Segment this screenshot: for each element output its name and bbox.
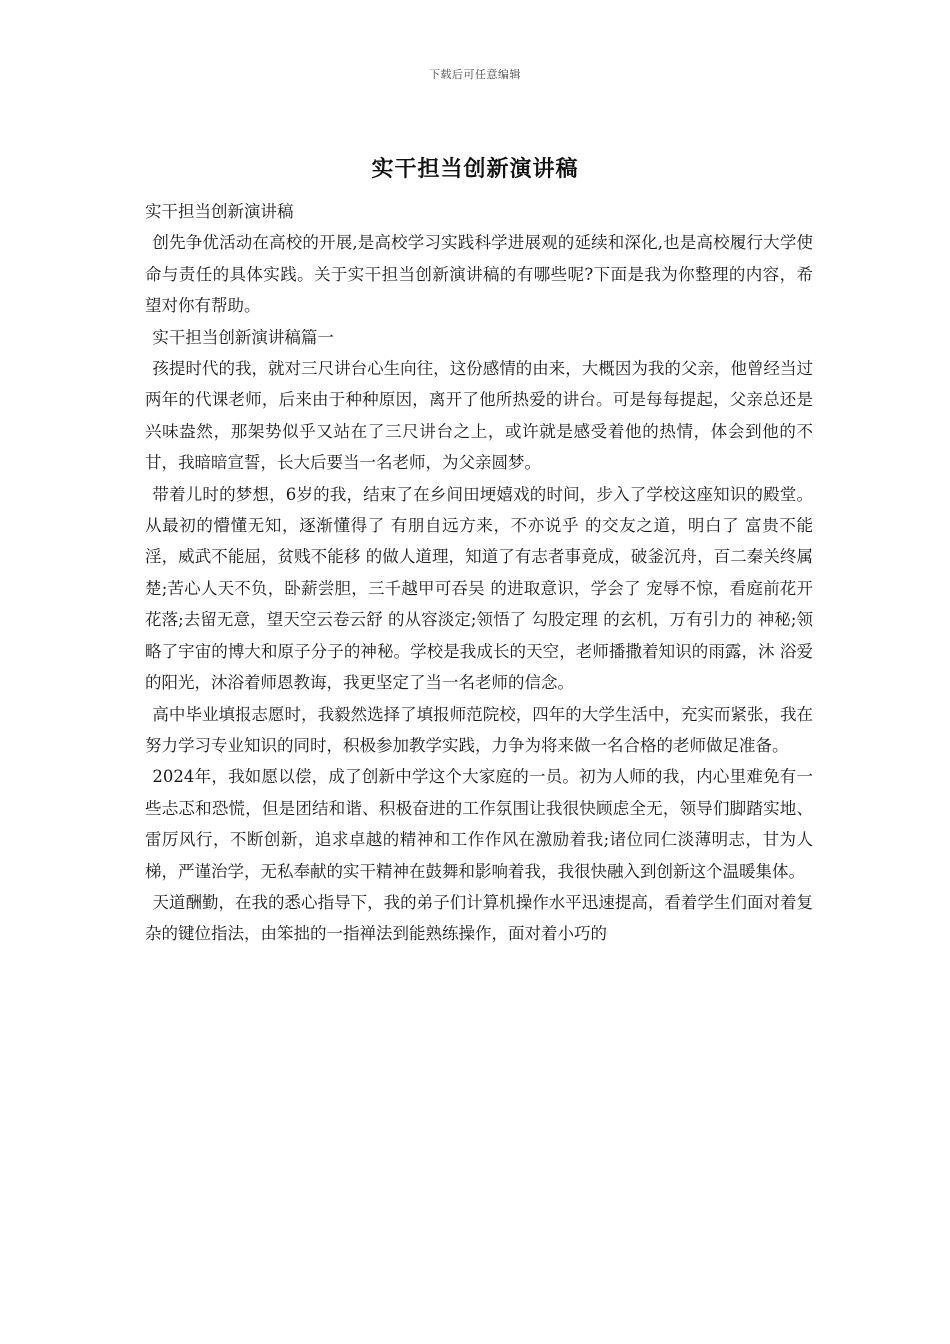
- document-body: [145, 196, 813, 950]
- paragraph-subtitle: 实干担当创新演讲稿: [145, 202, 294, 221]
- paragraph: 2024年，我如愿以偿，成了创新中学这个大家庭的一员。初为人师的我，内心里难免有一些忐忑和恐慌，但是团结和谐、积极奋进的工作氛围让我很快顾虑全无，领导们脚踏实地、雷厉风行，不断创新，追求卓越的精神和工作作风在激励着我;诸位同仁淡薄明志，甘为人梯，严谨治学，无私奉献的实干精神在鼓舞和影响着我，我很快融入到创新这个温暖集体。: [145, 767, 813, 881]
- paragraph-intro: 创先争优活动在高校的开展,是高校学习实践科学进展观的延续和深化,也是高校履行大学使命与责任的具体实践。关于实干担当创新演讲稿的有哪些呢?下面是我为你整理的内容，希望对你有帮助。: [145, 233, 813, 316]
- paragraph: 天道酬勤，在我的悉心指导下，我的弟子们计算机操作水平迅速提高，看着学生们面对着复杂的键位指法，由笨拙的一指禅法到能熟练操作，面对着小巧的: [145, 892, 813, 944]
- header-note: 下载后可任意编辑: [429, 68, 521, 81]
- paragraph: 带着儿时的梦想，6岁的我，结束了在乡间田埂嬉戏的时间，步入了学校这座知识的殿堂。从最初的懵懂无知，逐渐懂得了 有朋自远方来，不亦说乎 的交友之道，明白了 富贵不能淫，威武不能屈，贫贱不能移 的做人道理，知道了有志者事竟成，破釜沉舟，百二秦关终属楚;苦心人天不负，卧薪尝胆，三千越甲可吞吴 的进取意识，学会了 宠辱不惊，看庭前花开花落;去留无意，望天空云卷云舒 的从容淡定;领悟了 勾股定理 的玄机，万有引力的 神秘;领略了宇宙的博大和原子分子的神秘。学校是我成长的天空，老师播撒着知识的雨露，沐 浴爱的阳光，沐浴着师恩教诲，我更坚定了当一名老师的信念。: [145, 484, 813, 693]
- paragraph: 高中毕业填报志愿时，我毅然选择了填报师范院校，四年的大学生活中，充实而紧张，我在努力学习专业知识的同时，积极参加教学实践，力争为将来做一名合格的老师做足准备。: [145, 704, 813, 755]
- paragraph-section-heading: 实干担当创新演讲稿篇一: [152, 327, 334, 347]
- paragraph: 孩提时代的我，就对三尺讲台心生向往，这份感情的由来，大概因为我的父亲，他曾经当过两年的代课老师，后来由于种种原因，离开了他所热爱的讲台。可是每每提起，父亲总还是兴味盎然，那架势似乎又站在了三尺讲台之上，或许就是感受着他的热情，体会到他的不甘，我暗暗宣誓，长大后要当一名老师，为父亲圆梦。: [145, 359, 813, 473]
- document-title: 实干担当创新演讲稿: [371, 156, 579, 182]
